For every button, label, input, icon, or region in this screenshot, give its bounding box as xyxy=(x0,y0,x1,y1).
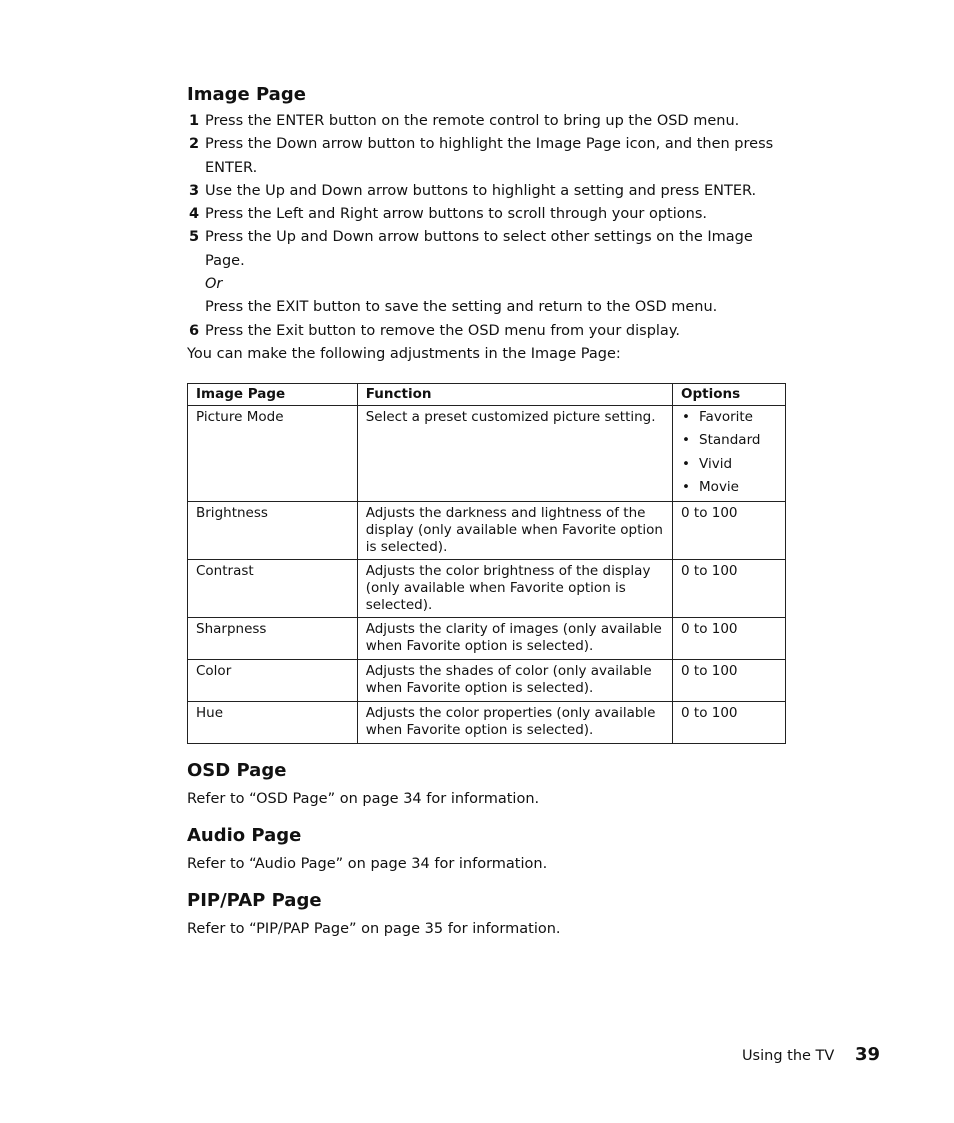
footer-chapter: Using the TV xyxy=(741,1048,835,1064)
step-number: 3 xyxy=(189,182,200,199)
option-item: • Vivid xyxy=(681,453,777,476)
step-text: Press the ENTER button on the remote control to bring up the OSD menu. xyxy=(205,113,740,129)
list-item xyxy=(187,133,787,180)
function-cell: Select a preset customized picture setting. xyxy=(357,405,672,501)
step-text: Press the Exit button to remove the OSD menu from your display. xyxy=(205,322,680,339)
steps-list xyxy=(187,110,787,343)
step-number: 5 xyxy=(189,229,200,246)
step-number: 6 xyxy=(189,322,200,339)
option-item: • Movie xyxy=(681,476,777,499)
setting-cell: Hue xyxy=(188,702,358,744)
options-cell: 0 to 100 xyxy=(673,660,786,702)
page-footer xyxy=(742,1043,880,1068)
pip-pap-page-text: Refer to “PIP/PAP Page” on page 35 for information. xyxy=(187,921,561,938)
step-alt-text: Press the EXIT button to save the setting and return to the OSD menu. xyxy=(205,299,718,316)
column-header-options: Options xyxy=(673,383,786,405)
table-row xyxy=(188,560,786,618)
step-number: 1 xyxy=(189,113,200,129)
table-row xyxy=(188,660,786,702)
list-item xyxy=(187,226,787,319)
option-item: • Favorite xyxy=(681,406,777,429)
pip-pap-page-section xyxy=(187,890,787,939)
step-number: 2 xyxy=(189,136,200,153)
setting-cell: Picture Mode xyxy=(188,405,358,501)
table-header-row xyxy=(188,383,786,405)
options-cell: 0 to 100 xyxy=(673,502,786,560)
function-cell: Adjusts the shades of color (only available when Favorite option is selected). xyxy=(357,660,672,702)
column-header-function: Function xyxy=(357,383,672,405)
step-text: Press the Down arrow button to highlight the Image Page icon, and then press ENTER. xyxy=(205,136,774,176)
setting-cell: Brightness xyxy=(188,502,358,560)
step-or-label: Or xyxy=(205,276,223,293)
options-cell: 0 to 100 xyxy=(673,702,786,744)
step-text: Press the Up and Down arrow buttons to select other settings on the Image Page. xyxy=(205,229,753,269)
page-content xyxy=(187,84,787,939)
list-item xyxy=(187,320,787,343)
function-cell: Adjusts the darkness and lightness of the display (only available when Favorite option is selected). xyxy=(357,502,672,560)
setting-cell: Contrast xyxy=(188,560,358,618)
options-list xyxy=(681,406,777,499)
audio-page-section xyxy=(187,825,787,874)
step-number: 4 xyxy=(189,206,200,223)
audio-page-text: Refer to “Audio Page” on page 34 for information. xyxy=(187,856,548,873)
function-cell: Adjusts the color properties (only available when Favorite option is selected). xyxy=(357,702,672,744)
setting-cell: Sharpness xyxy=(188,618,358,660)
osd-page-heading: OSD Page xyxy=(187,760,287,782)
osd-page-section xyxy=(187,760,787,809)
options-cell: 0 to 100 xyxy=(673,618,786,660)
setting-cell: Color xyxy=(188,660,358,702)
table-row xyxy=(188,618,786,660)
audio-page-heading: Audio Page xyxy=(187,825,302,847)
page-number: 39 xyxy=(854,1044,880,1065)
table-row xyxy=(188,702,786,744)
image-page-heading: Image Page xyxy=(187,84,306,105)
list-item xyxy=(187,110,787,133)
function-cell: Adjusts the color brightness of the display (only available when Favorite option is selected). xyxy=(357,560,672,618)
options-cell xyxy=(673,405,786,501)
table-intro: You can make the following adjustments in the Image Page: xyxy=(187,345,621,362)
option-item: • Standard xyxy=(681,429,777,452)
step-text: Use the Up and Down arrow buttons to highlight a setting and press ENTER. xyxy=(205,182,757,199)
table-row xyxy=(188,502,786,560)
step-text: Press the Left and Right arrow buttons to scroll through your options. xyxy=(205,206,707,223)
osd-page-text: Refer to “OSD Page” on page 34 for information. xyxy=(187,791,540,808)
pip-pap-page-heading: PIP/PAP Page xyxy=(187,890,322,912)
list-item xyxy=(187,180,787,203)
function-cell: Adjusts the clarity of images (only available when Favorite option is selected). xyxy=(357,618,672,660)
image-page-table xyxy=(187,383,786,744)
options-cell: 0 to 100 xyxy=(673,560,786,618)
list-item xyxy=(187,203,787,226)
column-header-setting: Image Page xyxy=(188,383,358,405)
table-row xyxy=(188,405,786,501)
